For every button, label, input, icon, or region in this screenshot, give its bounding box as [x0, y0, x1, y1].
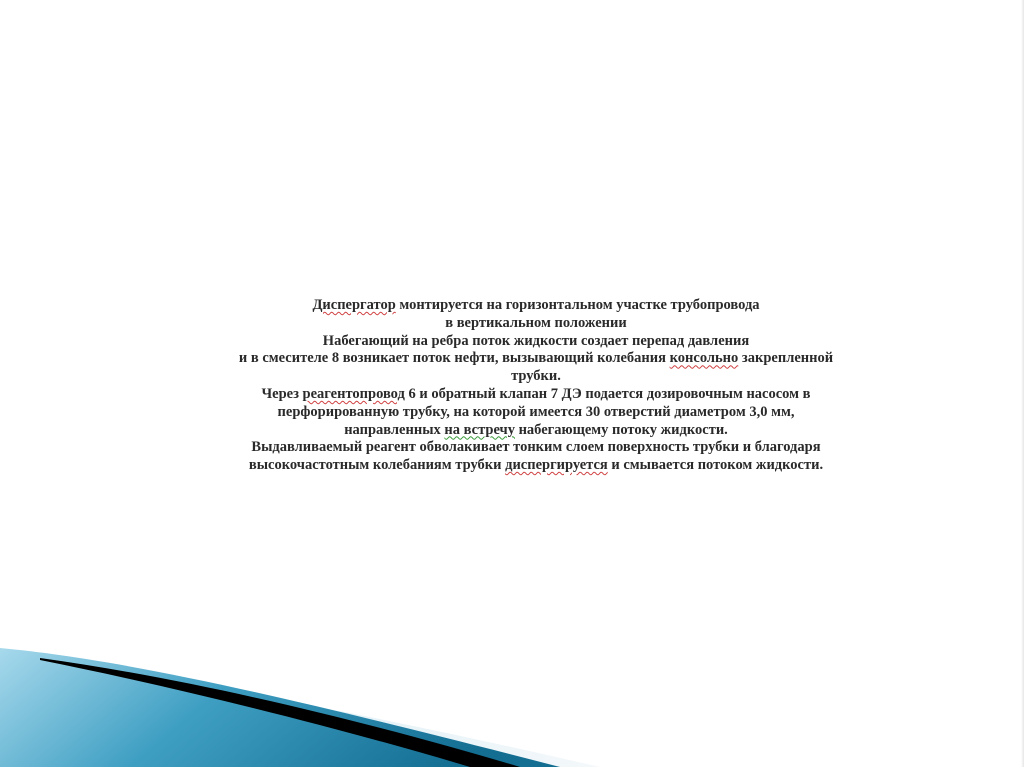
misspelled-word: Диспергатор [312, 297, 396, 313]
misspelled-word: консольно [669, 350, 739, 367]
text-line: в вертикальном положении [445, 314, 627, 331]
text-line: Набегающий на ребра поток жидкости создает перепад давления [322, 332, 750, 349]
text-line: высокочастотным колебаниям трубки диспергируется и смывается потоком жидкости. [248, 457, 824, 474]
text-line: направленных на встречу набегающему потоку жидкости. [344, 421, 728, 438]
text-line: перфорированную трубку, на которой имеется 30 отверстий диаметром 3,0 мм, [277, 403, 795, 420]
text-line: и в смесителе 8 возникает поток нефти, вызывающий колебания консольно закрепленной [238, 350, 834, 367]
text-line: Выдавливаемый реагент обволакивает тонким слоем поверхность трубки и благодаря [251, 439, 821, 456]
text-line: Диспергатор монтируется на горизонтальном участке трубопровода [312, 297, 760, 313]
text-line: трубки. [511, 368, 561, 385]
grammar-flagged-phrase: на встречу [444, 421, 515, 438]
description-paragraph [200, 297, 872, 475]
misspelled-word: диспергируется [505, 457, 608, 474]
misspelled-word: реагентопровод [302, 385, 405, 402]
text-line: Через реагентопровод 6 и обратный клапан 7 ДЭ подается дозировочным насосом в [261, 385, 811, 402]
